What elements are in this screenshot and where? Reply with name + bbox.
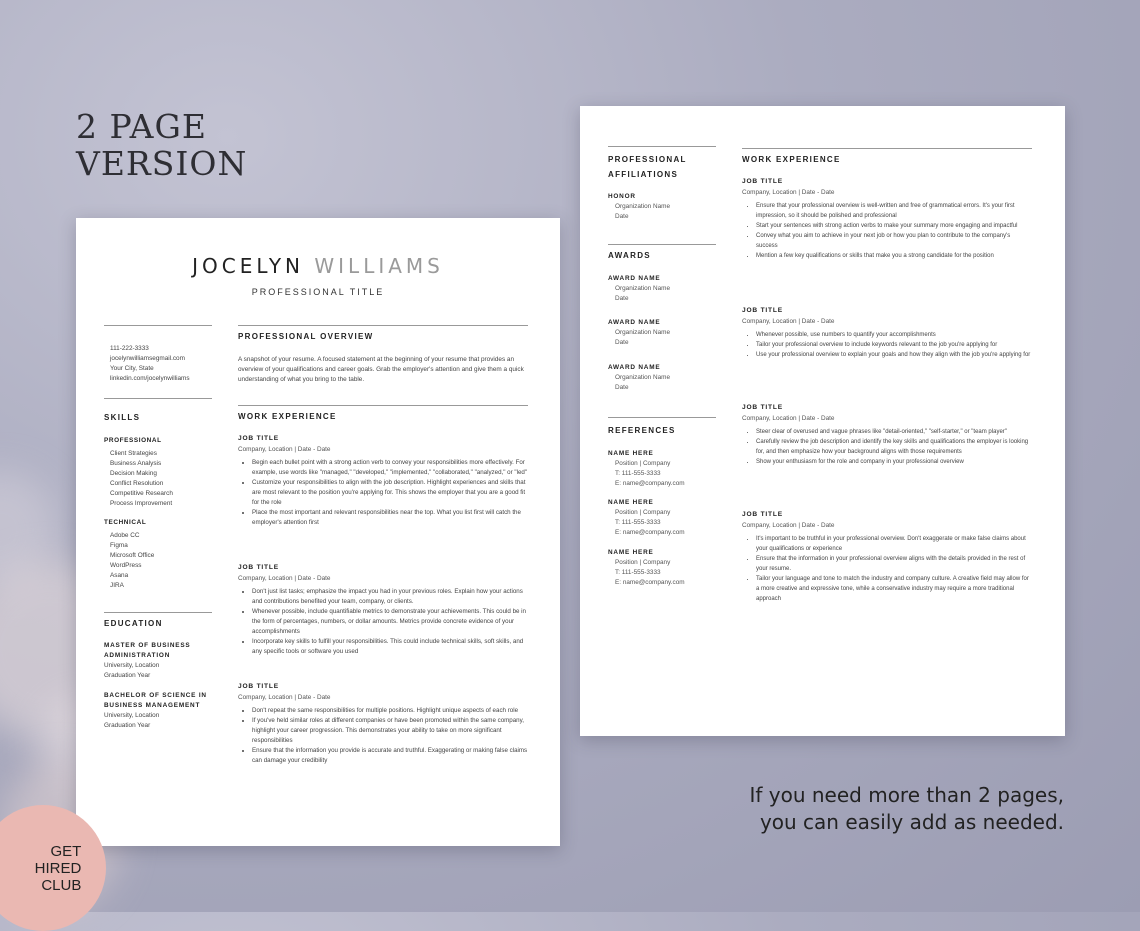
list-item: Client Strategies <box>110 450 157 457</box>
divider <box>742 148 1032 149</box>
list-item: Asana <box>110 572 129 579</box>
linkedin: linkedin.com/jocelynwilliams <box>110 375 190 382</box>
divider <box>104 398 212 399</box>
reference-position: Position | Company <box>615 559 671 566</box>
footer-note <box>749 782 1064 836</box>
job-title: JOB TITLE <box>742 178 783 185</box>
job-title: JOB TITLE <box>238 683 279 690</box>
job-bullet: • Ensure that the information you provide is accurate and truthful. Exaggerating or making false claims can damage your credibility <box>252 746 528 766</box>
professional-skills-heading: PROFESSIONAL <box>104 437 162 444</box>
organization-name: Organization Name <box>615 329 671 336</box>
list-item: Competitive Research <box>110 490 173 497</box>
divider <box>608 417 716 418</box>
location: Your City, State <box>110 365 154 372</box>
job-company: Company, Location | Date - Date <box>238 575 331 582</box>
job-bullet: • Start your sentences with strong action verbs to make your summary more engaging and impactful <box>756 221 1032 231</box>
list-item: Microsoft Office <box>110 552 155 559</box>
date: Date <box>615 213 629 220</box>
job-bullet: • Convey what you aim to achieve in your next job or how you plan to contribute to the company's success <box>756 231 1032 251</box>
honor-entry <box>608 192 670 222</box>
school: University, Location <box>104 662 160 669</box>
school: University, Location <box>104 712 160 719</box>
list-item: Process Improvement <box>110 500 173 507</box>
reference-entry <box>608 548 685 588</box>
headline <box>76 108 247 182</box>
headline-line: VERSION <box>76 144 248 183</box>
reference-entry <box>608 498 685 538</box>
job-company: Company, Location | Date - Date <box>742 318 835 325</box>
job-bullet: • Incorporate key skills to fulfill your responsibilities. This could include technical skills, soft skills, and any specific tools or software you used <box>252 637 528 657</box>
job-title: JOB TITLE <box>238 564 279 571</box>
award-title: AWARD NAME <box>608 319 661 326</box>
list-item: WordPress <box>110 562 142 569</box>
organization-name: Organization Name <box>615 203 671 210</box>
degree: MASTER OF BUSINESS ADMINISTRATION <box>104 642 191 659</box>
date: Date <box>615 295 629 302</box>
job-company: Company, Location | Date - Date <box>238 694 331 701</box>
headline-line: 2 PAGE <box>76 107 207 146</box>
job-bullet: • Whenever possible, include quantifiable metrics to demonstrate your achievements. This could be in the form of percentages, numbers, or dollar amounts. Metrics provide concrete evidence of your accomplishments <box>252 607 528 637</box>
job-bullet: • Don't just list tasks; emphasize the impact you had in your previous roles. Explain how your actions and contributions benefited your team, company, or clients. <box>252 587 528 607</box>
divider <box>238 325 528 326</box>
job-title: JOB TITLE <box>742 307 783 314</box>
job-entry <box>742 404 1032 467</box>
job-company: Company, Location | Date - Date <box>742 522 835 529</box>
job-bullet: • Tailor your language and tone to match the industry and company culture. A creative field may allow for a more creative and expressive tone, while a conservative industry may require a more traditional approach <box>756 574 1032 604</box>
divider <box>608 244 716 245</box>
divider <box>104 612 212 613</box>
education-entry <box>104 691 214 731</box>
job-entry <box>238 564 528 657</box>
list-item: Adobe CC <box>110 532 140 539</box>
references-heading: REFERENCES <box>608 426 676 435</box>
job-entry <box>742 511 1032 604</box>
reference-position: Position | Company <box>615 509 671 516</box>
job-bullet: • Show your enthusiasm for the role and company in your professional overview <box>756 457 1032 467</box>
job-title: JOB TITLE <box>742 511 783 518</box>
job-bullet: • If you've held similar roles at different companies or have been promoted within the same company, highlight your career progression. This demonstrates your ability to take on more significant responsibilities <box>252 716 528 746</box>
graduation-year: Graduation Year <box>104 722 151 729</box>
technical-skills-heading: TECHNICAL <box>104 519 147 526</box>
candidate-name <box>76 254 560 278</box>
awards-heading: AWARDS <box>608 251 651 260</box>
organization-name: Organization Name <box>615 285 671 292</box>
job-bullet: • Steer clear of overused and vague phrases like "detail-oriented," "self-starter," or "team player" <box>756 427 1032 437</box>
award-entry <box>608 274 670 304</box>
job-bullet: • Whenever possible, use numbers to quantify your accomplishments <box>756 330 1032 340</box>
heading-line: PROFESSIONAL <box>608 155 687 164</box>
organization-name: Organization Name <box>615 374 671 381</box>
heading-line: AFFILIATIONS <box>608 170 679 179</box>
overview-heading: PROFESSIONAL OVERVIEW <box>238 332 374 341</box>
education-entry <box>104 641 214 681</box>
job-title: JOB TITLE <box>238 435 279 442</box>
badge-line: HIRED <box>34 859 82 877</box>
job-bullet: • Carefully review the job description and identify the key skills and qualifications the employer is looking for, and then emphasize how your background aligns with those requirements <box>756 437 1032 457</box>
award-entry <box>608 363 670 393</box>
reference-email: E: name@company.com <box>615 480 685 487</box>
honor-title: HONOR <box>608 193 636 200</box>
divider <box>608 146 716 147</box>
footer-note-line: you can easily add as needed. <box>759 810 1064 834</box>
reference-phone: T: 111-555-3333 <box>615 569 661 576</box>
badge-line: CLUB <box>41 876 82 894</box>
job-company: Company, Location | Date - Date <box>238 446 331 453</box>
list-item: Business Analysis <box>110 460 162 467</box>
reference-email: E: name@company.com <box>615 529 685 536</box>
date: Date <box>615 339 629 346</box>
job-bullet: • Mention a few key qualifications or skills that make you a strong candidate for the position <box>756 251 1032 261</box>
job-entry <box>238 435 528 528</box>
resume-page-2 <box>580 106 1065 736</box>
technical-skills-list <box>110 531 154 591</box>
reference-position: Position | Company <box>615 460 671 467</box>
job-bullet: • It's important to be truthful in your professional overview. Don't exaggerate or make false claims about your qualifications or experience <box>756 534 1032 554</box>
skills-heading: SKILLS <box>104 413 141 422</box>
education-heading: EDUCATION <box>104 619 163 628</box>
reference-phone: T: 111-555-3333 <box>615 519 661 526</box>
list-item: JIRA <box>110 582 124 589</box>
divider <box>238 405 528 406</box>
job-entry <box>742 307 1032 360</box>
job-company: Company, Location | Date - Date <box>742 415 835 422</box>
reference-name: NAME HERE <box>608 499 654 506</box>
divider <box>104 325 212 326</box>
reference-email: E: name@company.com <box>615 579 685 586</box>
job-bullet: • Place the most important and relevant responsibilities near the top. What you list first will catch the employer's attention first <box>252 508 528 528</box>
job-title: JOB TITLE <box>742 404 783 411</box>
reference-phone: T: 111-555-3333 <box>615 470 661 477</box>
job-entry <box>238 683 528 766</box>
contact-info <box>110 344 190 384</box>
job-bullet: • Use your professional overview to explain your goals and how they align with the job you're applying for <box>756 350 1032 360</box>
graduation-year: Graduation Year <box>104 672 151 679</box>
job-bullet: • Ensure that your professional overview is well-written and free of grammatical errors. It's your first impression, so it should be polished and professional <box>756 201 1032 221</box>
overview-text: A snapshot of your resume. A focused statement at the beginning of your resume that provides an overview of your qualifications and career goals. Grab the employer's attention and give them a quick understanding of what you bring to the table. <box>238 356 524 383</box>
list-item: Conflict Resolution <box>110 480 164 487</box>
affiliations-heading <box>608 152 687 182</box>
job-bullet: • Begin each bullet point with a strong action verb to convey your responsibilities more effectively. For example, use words like "managed," "developed," "implemented," "collaborated," "analyzed," or "led" <box>252 458 528 478</box>
job-bullet: • Don't repeat the same responsibilities for multiple positions. Highlight unique aspects of each role <box>252 706 528 716</box>
reference-entry <box>608 449 685 489</box>
award-entry <box>608 318 670 348</box>
job-company: Company, Location | Date - Date <box>742 189 835 196</box>
job-bullet: • Customize your responsibilities to align with the job description. Highlight experiences and skills that are most relevant to the position you're applying for. This shows the employer that you are a good fit for the role <box>252 478 528 508</box>
last-name: WILLIAMS <box>314 254 444 278</box>
award-title: AWARD NAME <box>608 364 661 371</box>
experience-heading: WORK EXPERIENCE <box>238 412 337 421</box>
reference-name: NAME HERE <box>608 549 654 556</box>
email: jocelynwilliamsegmail.com <box>110 355 185 362</box>
badge-line: GET <box>50 842 82 860</box>
first-name: JOCELYN <box>192 254 305 278</box>
job-bullet: • Tailor your professional overview to include keywords relevant to the job you're applying for <box>756 340 1032 350</box>
professional-title: PROFESSIONAL TITLE <box>251 287 385 297</box>
award-title: AWARD NAME <box>608 275 661 282</box>
job-bullet: • Ensure that the information in your professional overview aligns with the details provided in the rest of your resume. <box>756 554 1032 574</box>
date: Date <box>615 384 629 391</box>
professional-skills-list <box>110 449 173 509</box>
phone: 111-222-3333 <box>110 345 149 352</box>
experience-heading: WORK EXPERIENCE <box>742 155 841 164</box>
list-item: Decision Making <box>110 470 157 477</box>
degree: BACHELOR OF SCIENCE IN BUSINESS MANAGEMENT <box>104 692 207 709</box>
resume-page-1 <box>76 218 560 846</box>
footer-note-line: If you need more than 2 pages, <box>749 783 1064 807</box>
list-item: Figma <box>110 542 128 549</box>
reference-name: NAME HERE <box>608 450 654 457</box>
job-entry <box>742 178 1032 261</box>
